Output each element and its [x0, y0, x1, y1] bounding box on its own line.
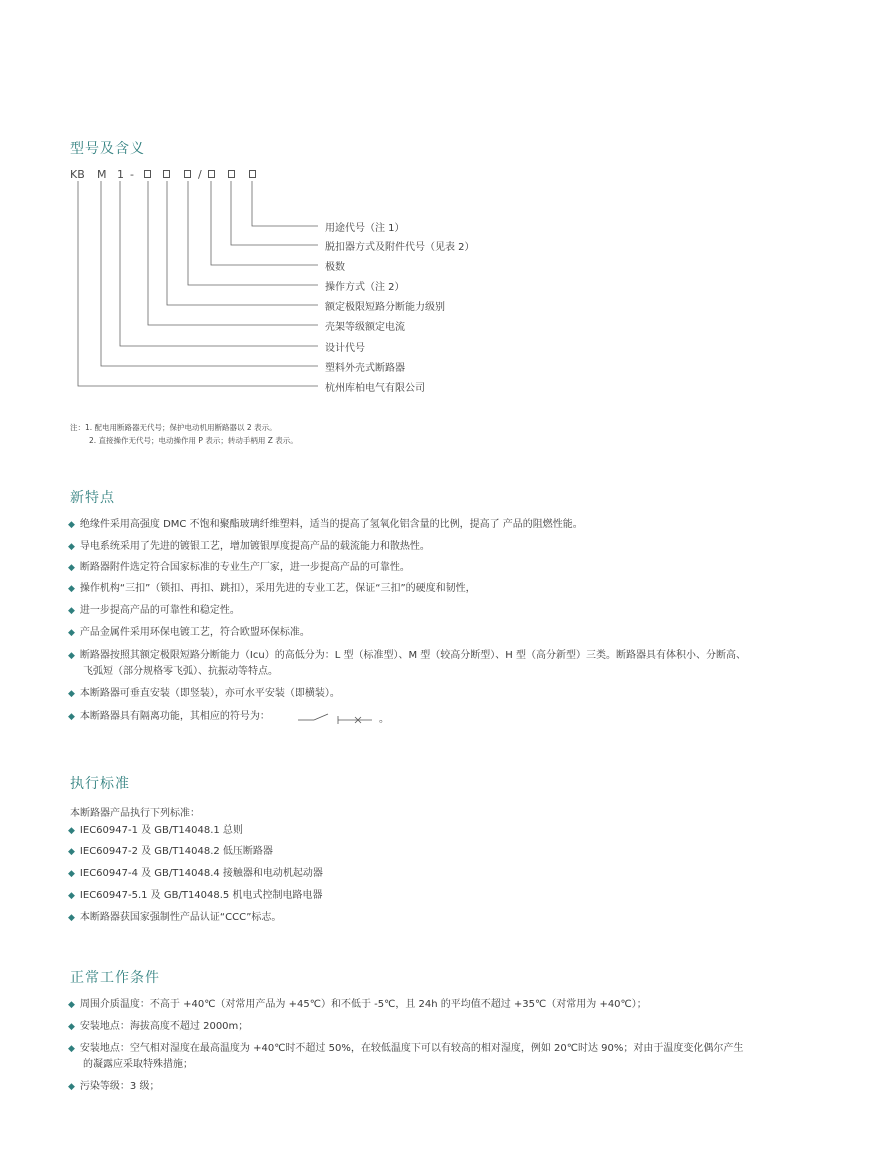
- bullet-icon: ◆: [68, 606, 75, 616]
- section-title-standards: 执行标准: [70, 776, 130, 792]
- condition-item: ◆ 安装地点：海拔高度不超过 2000m；: [68, 1021, 249, 1032]
- feature-item-continuation: 飞弧短（部分规格零飞弧）、抗振动等特点。: [83, 666, 278, 677]
- note-2: 2. 直接操作无代号；电动操作用 P 表示；转动手柄用 Z 表示。: [89, 436, 298, 445]
- section-title-features: 新特点: [70, 490, 115, 506]
- code-label-usage: 用途代号（注 1）: [325, 223, 405, 234]
- section-title-model: 型号及含义: [70, 141, 145, 157]
- feature-item: ◆ 本断路器可垂直安装（即竖装），亦可水平安装（即横装）。: [68, 688, 340, 699]
- standard-item: ◆ IEC60947-1 及 GB/T14048.1 总则: [68, 825, 243, 836]
- condition-item: ◆ 周围介质温度：不高于 +40℃（对常用产品为 +45℃）和不低于 -5℃，且 24h 的平均值不超过 +35℃（对常用为 +40℃）；: [68, 999, 647, 1010]
- bullet-icon: ◆: [68, 1082, 75, 1092]
- bullet-icon: ◆: [68, 869, 75, 879]
- code-dash: -: [130, 168, 134, 181]
- feature-item: ◆ 绝缘件采用高强度 DMC 不饱和聚酯玻璃纤维塑料，适当的提高了氢氧化铝含量的比例，提高了 产品的阻燃性能。: [68, 519, 583, 530]
- bullet-icon: ◆: [68, 712, 75, 722]
- code-label-company: 杭州库柏电气有限公司: [325, 383, 425, 394]
- bullet-icon: ◆: [68, 542, 75, 552]
- bullet-icon: ◆: [68, 563, 75, 573]
- bullet-icon: ◆: [68, 628, 75, 638]
- code-label-frame: 壳架等级额定电流: [325, 322, 405, 333]
- bullet-icon: ◆: [68, 891, 75, 901]
- note-1: 注：1. 配电用断路器无代号；保护电动机用断路器以 2 表示。: [70, 423, 277, 432]
- feature-item: ◆ 操作机构“三扣”（锁扣、再扣、跳扣），采用先进的专业工艺，保证“三扣”的硬度和韧性，: [68, 583, 476, 594]
- bullet-icon: ◆: [68, 826, 75, 836]
- bullet-icon: ◆: [68, 689, 75, 699]
- feature-item: ◆ 进一步提高产品的可靠性和稳定性。: [68, 605, 240, 616]
- feature-item: ◆ 断路器附件选定符合国家标准的专业生产厂家，进一步提高产品的可靠性。: [68, 562, 410, 573]
- code-label-operation: 操作方式（注 2）: [325, 282, 405, 293]
- code-leader-lines: [0, 0, 873, 400]
- bullet-icon: ◆: [68, 1022, 75, 1032]
- bullet-icon: ◆: [68, 1000, 75, 1010]
- section-title-conditions: 正常工作条件: [70, 970, 160, 986]
- standards-intro: 本断路器产品执行下列标准：: [70, 808, 200, 819]
- bullet-icon: ◆: [68, 913, 75, 923]
- code-label-design: 设计代号: [325, 343, 365, 354]
- condition-item: ◆ 安装地点：空气相对湿度在最高温度为 +40℃时不超过 50%，在较低温度下可以有较高的相对湿度，例如 20℃时达 90%；对由于温度变化偶尔产生: [68, 1043, 744, 1054]
- code-label-type: 塑料外壳式断路器: [325, 363, 405, 374]
- bullet-icon: ◆: [68, 584, 75, 594]
- bullet-icon: ◆: [68, 1044, 75, 1054]
- bullet-icon: ◆: [68, 847, 75, 857]
- standard-item: ◆ IEC60947-4 及 GB/T14048.4 接触器和电动机起动器: [68, 868, 323, 879]
- feature-item: ◆ 本断路器具有隔离功能，其相应的符号为：: [68, 711, 270, 722]
- feature-item: ◆ 导电系统采用了先进的镀银工艺，增加镀银厚度提高产品的载流能力和散热性。: [68, 541, 430, 552]
- bullet-icon: ◆: [68, 520, 75, 530]
- code-m: M: [97, 168, 107, 181]
- code-kb: KB: [70, 168, 85, 181]
- code-label-release: 脱扣器方式及附件代号（见表 2）: [325, 242, 475, 253]
- condition-item-continuation: 的凝露应采取特殊措施；: [83, 1059, 193, 1070]
- code-label-breaking: 额定极限短路分断能力级别: [325, 302, 445, 313]
- code-1: 1: [117, 168, 124, 181]
- feature-item: ◆ 产品金属件采用环保电镀工艺，符合欧盟环保标准。: [68, 627, 310, 638]
- standard-item: ◆ 本断路器获国家强制性产品认证“CCC”标志。: [68, 912, 282, 923]
- condition-item: ◆ 污染等级：3 级；: [68, 1081, 160, 1092]
- code-slash: /: [198, 168, 202, 181]
- feature-item: ◆ 断路器按照其额定极限短路分断能力（Icu）的高低分为：L 型（标准型）、M 型（较高分断型）、H 型（高分新型）三类。断路器具有体积小、分断高、: [68, 650, 746, 661]
- standard-item: ◆ IEC60947-5.1 及 GB/T14048.5 机电式控制电路电器: [68, 890, 323, 901]
- symbol-period: 。: [379, 714, 389, 725]
- code-label-poles: 极数: [325, 262, 345, 273]
- bullet-icon: ◆: [68, 651, 75, 661]
- isolation-symbol-icon: [298, 711, 374, 725]
- standard-item: ◆ IEC60947-2 及 GB/T14048.2 低压断路器: [68, 846, 273, 857]
